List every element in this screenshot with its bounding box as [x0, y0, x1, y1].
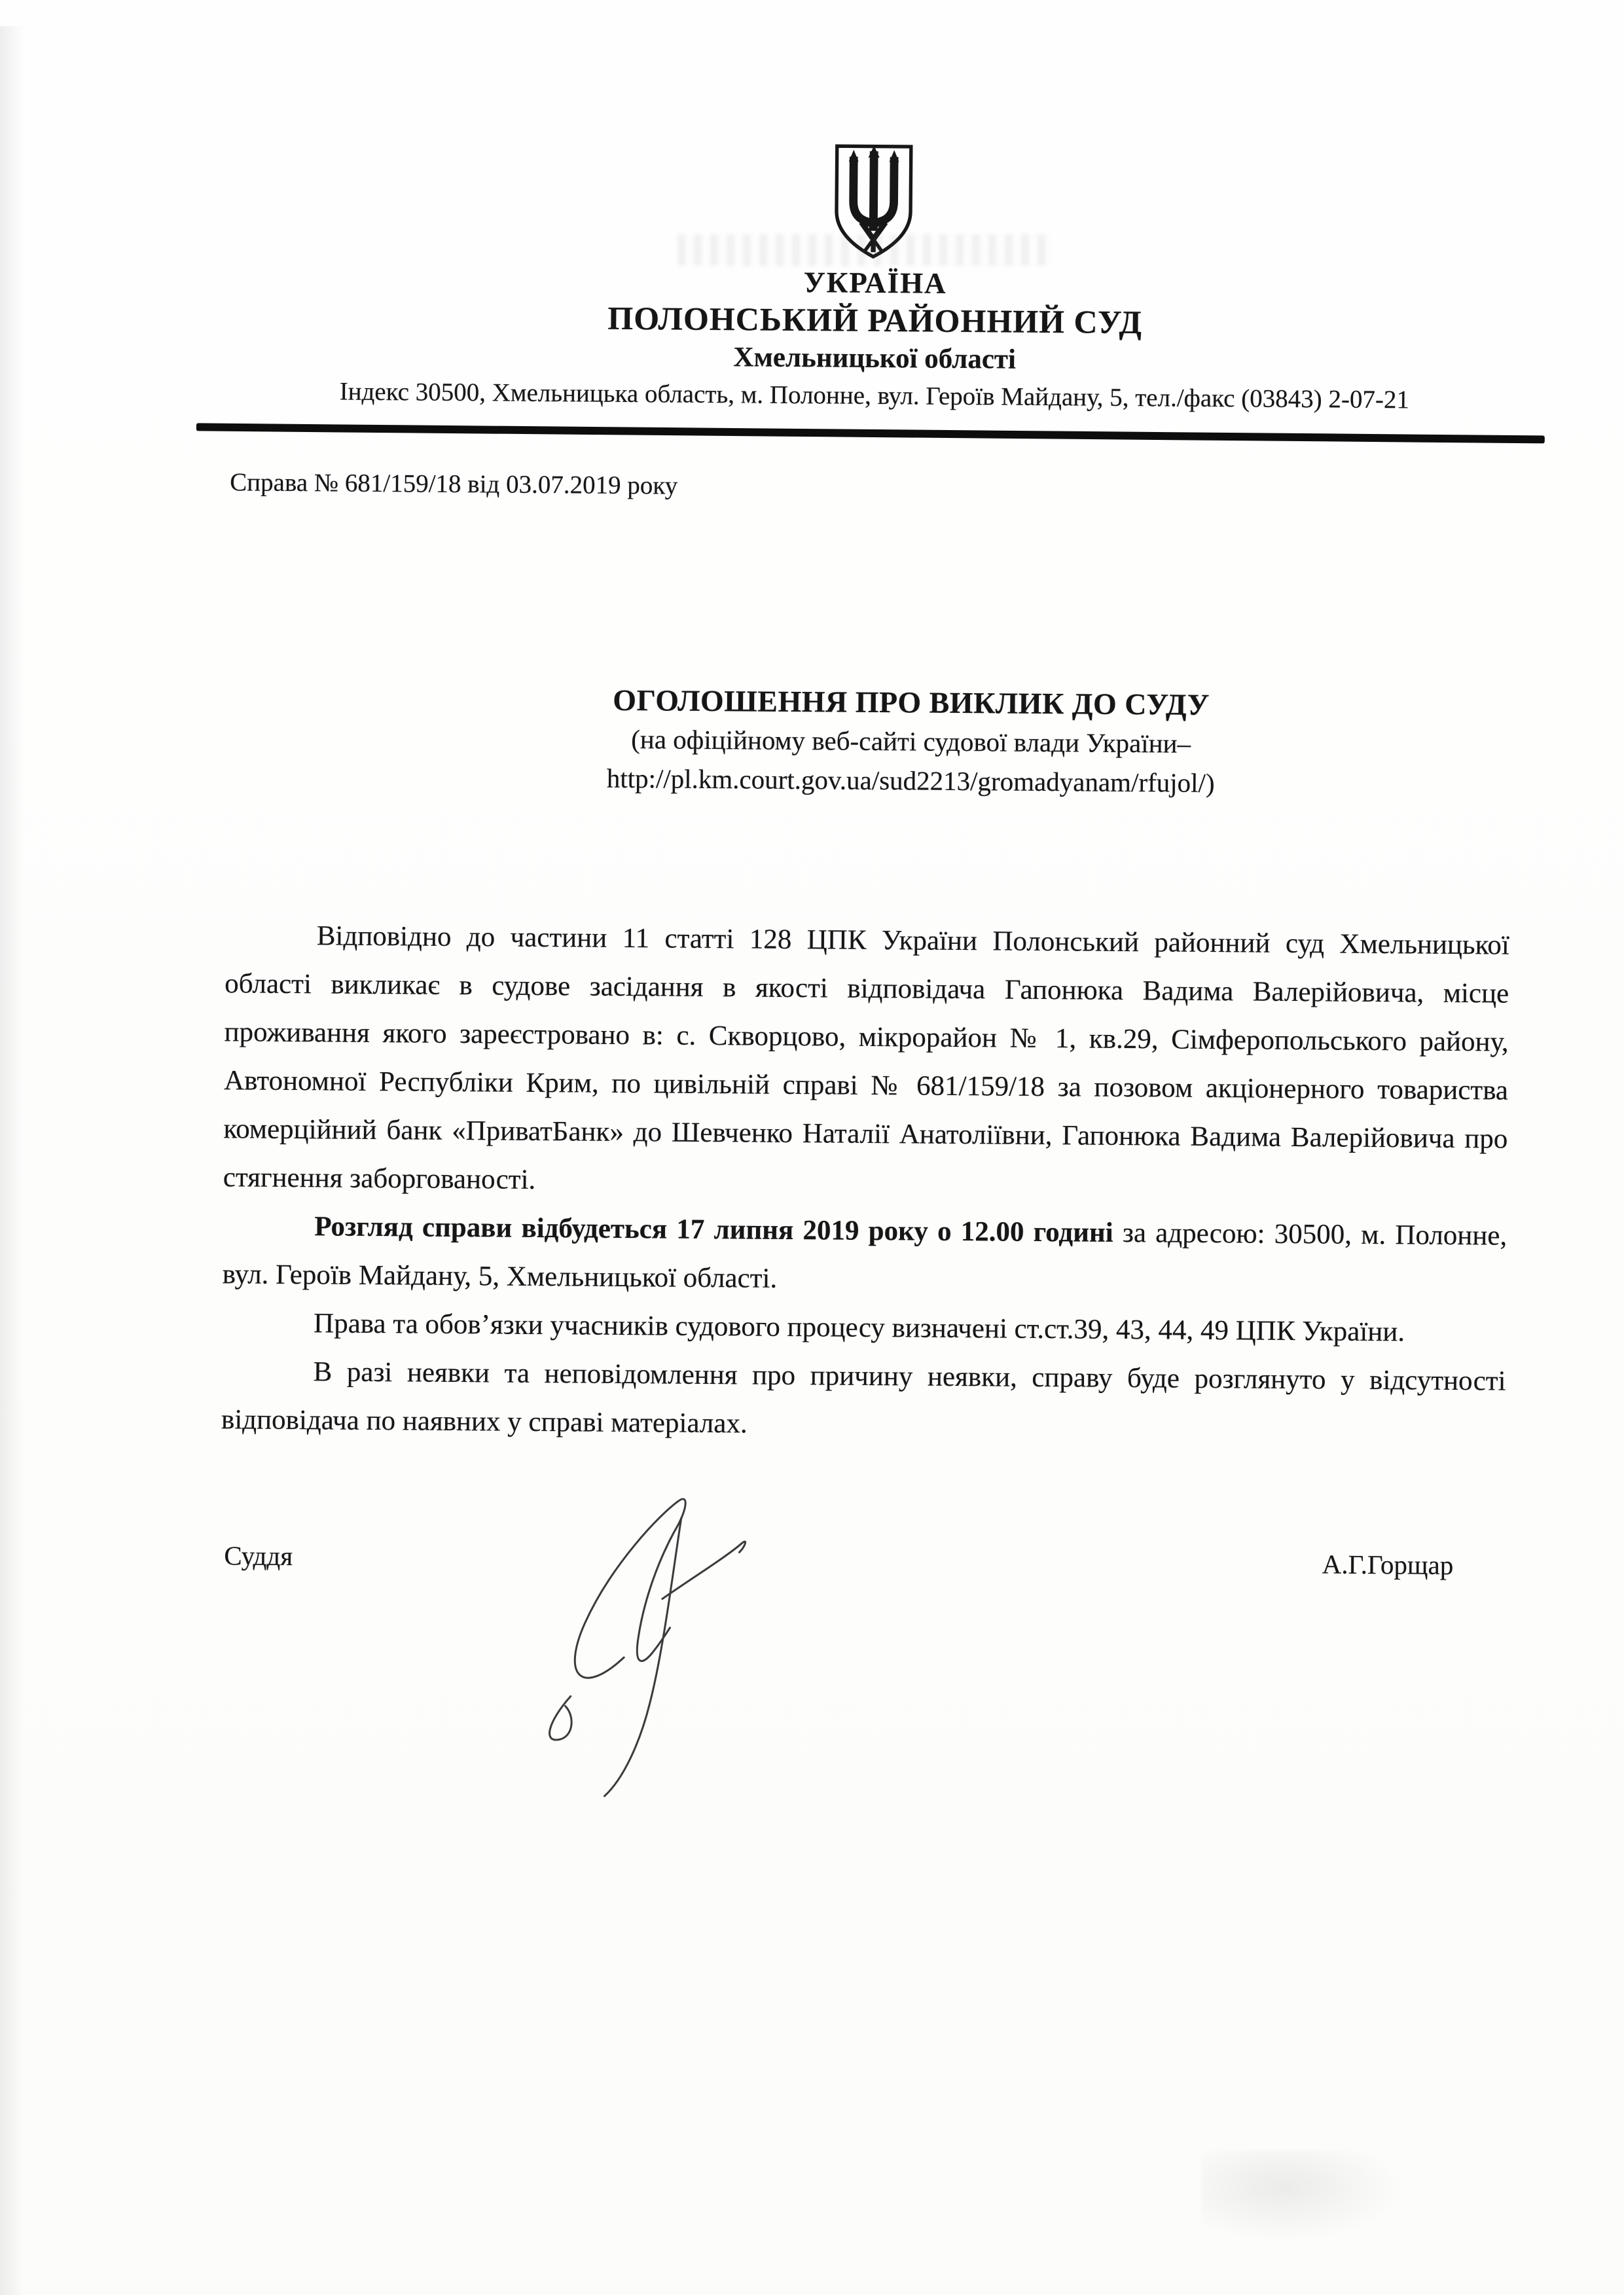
announcement-url: http://pl.km.court.gov.ua/sud2213/gromadyanam/rfujol/): [606, 763, 1215, 799]
handwritten-signature: [506, 1479, 777, 1808]
paragraph-absence: В разі неявки та неповідомлення про причину неявки, справу буде розглянуто у відсутності відповідача по наявних у справі матеріалах.: [221, 1356, 1506, 1439]
scan-edge-shadow: [0, 26, 24, 2295]
hearing-date-emphasis: Розгляд справи відбудеться 17 липня 2019 року о 12.00 годині: [314, 1211, 1113, 1248]
hearing-address: за адресою: 30500, м. Полонне, вул. Героїв Майдану, 5, Хмельницької області.: [222, 1217, 1507, 1294]
paragraph-rights: Права та обов’язки учасників судового процесу визначені ст.ст.39, 43, 44, 49 ЦПК України.: [313, 1308, 1405, 1348]
document-body: [221, 911, 1509, 1454]
case-reference: Справа № 681/159/18 від 03.07.2019 року: [230, 468, 678, 500]
judge-role-label: Суддя: [224, 1540, 293, 1572]
court-name: ПОЛОНСЬКИЙ РАЙОННИЙ СУД: [607, 299, 1143, 341]
country-name: УКРАЇНА: [803, 266, 947, 300]
letterhead-divider: [196, 423, 1545, 443]
court-contact-line: Індекс 30500, Хмельницька область, м. Полонне, вул. Героїв Майдану, 5, тел./факс (03843) 2-07-21: [339, 377, 1410, 414]
paragraph-hearing: [222, 1202, 1507, 1309]
announcement-subtitle: (на офіційному веб-сайті судової влади України–: [631, 724, 1191, 759]
announcement-title: ОГОЛОШЕННЯ ПРО ВИКЛИК ДО СУДУ: [613, 683, 1210, 722]
signature-row: [224, 1540, 1453, 1581]
judge-name: А.Г.Горщар: [1322, 1549, 1454, 1580]
paragraph-summons: Відповідно до частини 11 статті 128 ЦПК України Полонський районний суд Хмельницької області викликає в судове засідання в якості відповідача Гапонюка Вадима Валерійовича, місце проживання якого зареєстровано в: с. Скворцово, мікрорайон № 1, кв.29, Сімферопольського району, Автономної Республіки Крим, по цивільній справі № 681/159/18 за позовом акціонерного товариства комерційний банк «ПриватБанк» до Шевченко Наталії Анатоліївни, Гапонюка Вадима Валерійовича про стягнення заборгованості.: [223, 920, 1509, 1195]
coat-of-arms-icon: [831, 142, 916, 262]
court-region: Хмельницької області: [733, 342, 1017, 375]
